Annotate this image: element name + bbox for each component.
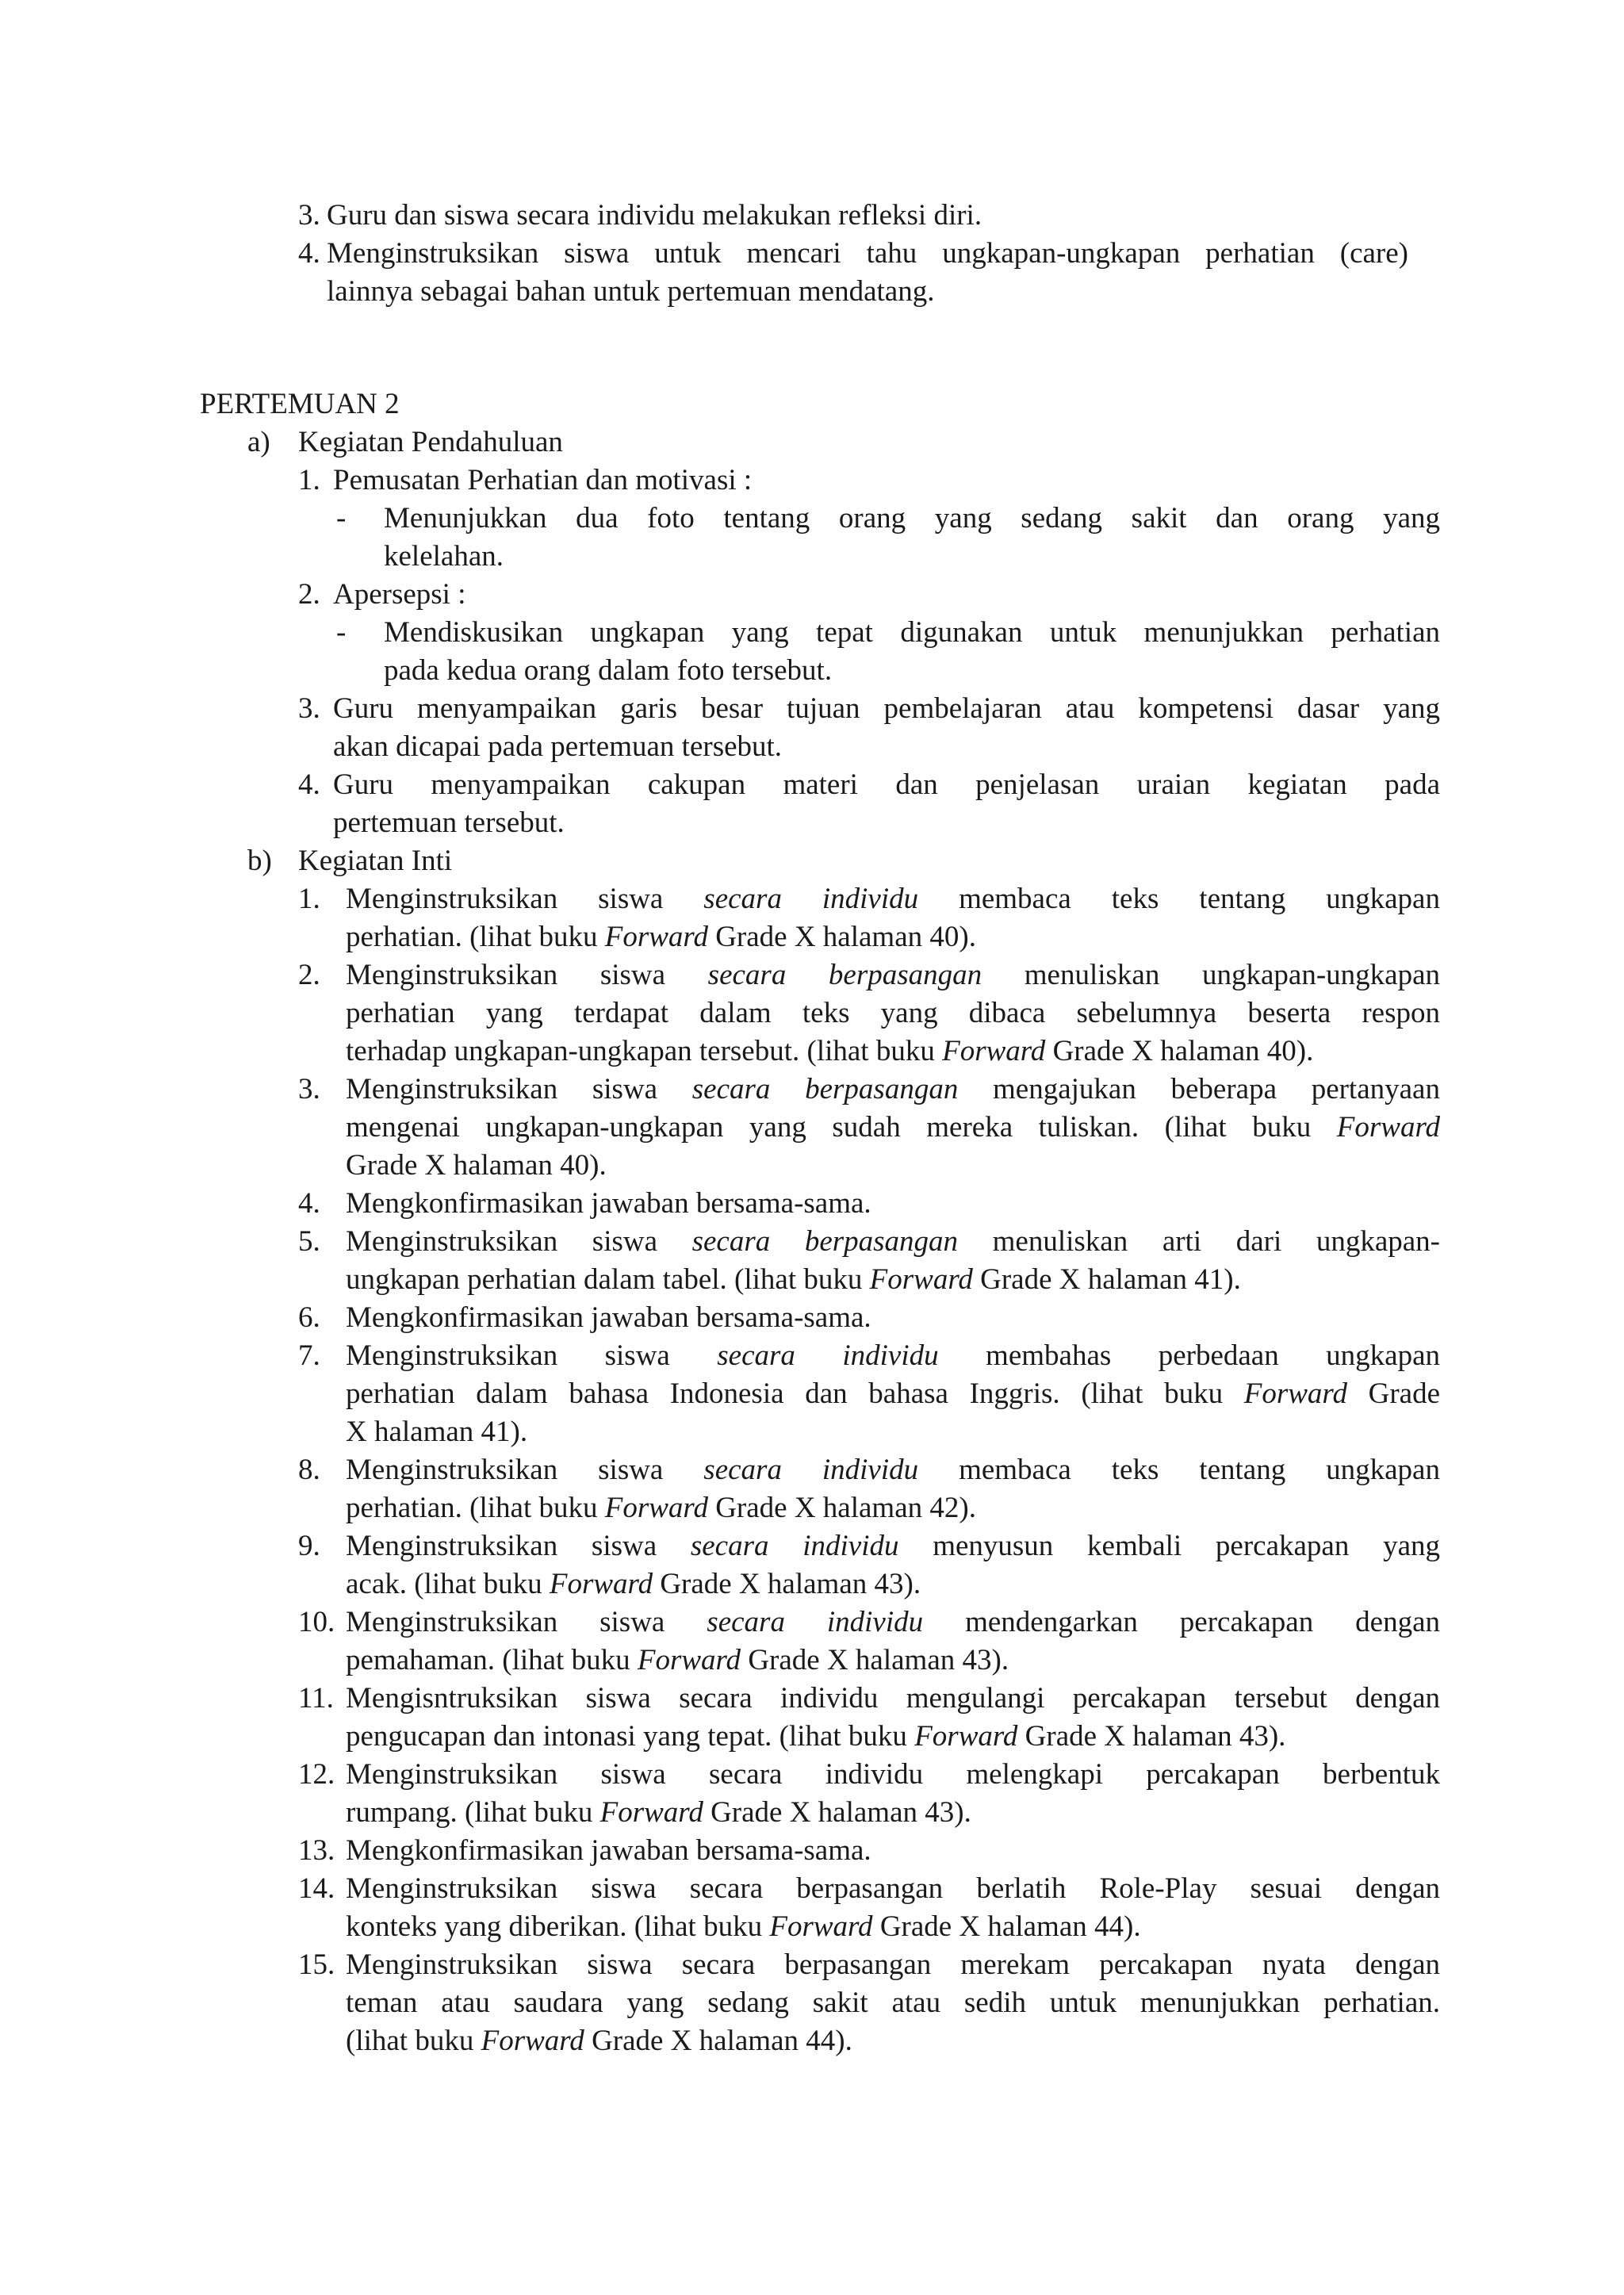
text-run: Grade X halaman 43).	[653, 1568, 921, 1600]
list-item	[298, 462, 1440, 500]
text-run: perhatian dalam bahasa Indonesia dan bahasa Inggris. (lihat buku	[346, 1377, 1244, 1410]
text-run: (lihat buku	[346, 2025, 481, 2057]
item-text-line: Guru menyampaikan garis besar tujuan pembelajaran atau kompetensi dasar yang	[333, 692, 1440, 725]
text-run: menyusun kembali percakapan yang	[898, 1530, 1440, 1562]
list-item	[298, 197, 1440, 235]
italic-run: Forward	[604, 1492, 708, 1524]
item-number: 2.	[298, 578, 320, 611]
text-run: konteks yang diberikan. (lihat buku	[346, 1910, 770, 1943]
italic-run: secara individu	[703, 883, 919, 915]
item-text-line	[346, 1261, 1440, 1299]
text-run: Grade X halaman 44).	[872, 1910, 1141, 1943]
italic-run: secara individu	[717, 1339, 939, 1372]
sub-item-line: kelelahan.	[384, 540, 504, 573]
text-run: Grade	[1346, 1377, 1440, 1410]
item-number: 10.	[298, 1606, 335, 1638]
text-run: Menginstruksikan siswa	[346, 1454, 704, 1486]
sub-item	[336, 614, 1440, 690]
part-label: a)	[247, 426, 270, 458]
list-item	[298, 1680, 1440, 1756]
item-text-line	[346, 880, 1440, 918]
italic-run: secara individu	[703, 1454, 919, 1486]
list-item	[298, 1185, 1440, 1223]
list-item	[298, 1870, 1440, 1946]
list-item	[298, 1527, 1440, 1603]
item-text-line	[346, 1223, 1440, 1261]
item-text: Pemusatan Perhatian dan motivasi :	[333, 464, 753, 496]
item-text-line	[346, 1527, 1440, 1565]
part-title: Kegiatan Inti	[298, 845, 453, 877]
italic-run: Forward	[914, 1720, 1018, 1753]
text-run: mendengarkan percakapan dengan	[923, 1606, 1440, 1638]
item-number: 3.	[298, 199, 320, 232]
text-run: membaca teks tentang ungkapan	[918, 1454, 1440, 1486]
text-run: Grade X halaman 40).	[707, 921, 976, 953]
item-text-line	[346, 1109, 1440, 1147]
sub-item-line: Menunjukkan dua foto tentang orang yang sedang sakit dan orang yang	[384, 502, 1440, 534]
item-text-line: perhatian yang terdapat dalam teks yang dibaca sebelumnya beserta respon	[346, 997, 1440, 1029]
italic-run: Forward	[869, 1263, 973, 1296]
item-text-line	[346, 1642, 1440, 1680]
text-run: menuliskan arti dari ungkapan-	[958, 1225, 1440, 1258]
italic-run: Forward	[481, 2025, 584, 2057]
item-text-line: Grade X halaman 40).	[346, 1149, 607, 1182]
section-title: PERTEMUAN 2	[200, 388, 400, 420]
text-run: perhatian. (lihat buku	[346, 921, 605, 953]
item-text-line	[346, 1337, 1440, 1375]
part-b-heading	[247, 842, 452, 880]
text-run: ungkapan perhatian dalam tabel. (lihat buku	[346, 1263, 870, 1296]
part-title: Kegiatan Pendahuluan	[298, 426, 563, 458]
part-a-heading	[247, 423, 563, 462]
list-item	[298, 1946, 1440, 2060]
sub-item-line: pada kedua orang dalam foto tersebut.	[384, 654, 833, 687]
text-run: Grade X halaman 44).	[584, 2025, 852, 2057]
sub-item-line: Mendiskusikan ungkapan yang tepat digunakan untuk menunjukkan perhatian	[384, 616, 1440, 649]
item-text-line	[346, 1375, 1440, 1413]
italic-run: Forward	[637, 1644, 741, 1676]
item-text-line: Menginstruksikan siswa secara berpasangan berlatih Role-Play sesuai dengan	[346, 1872, 1440, 1905]
item-text-line	[346, 2022, 1440, 2060]
item-number: 2.	[298, 959, 320, 991]
item-number: 1.	[298, 464, 320, 496]
item-text: Mengkonfirmasikan jawaban bersama-sama.	[346, 1187, 871, 1220]
item-text: Mengkonfirmasikan jawaban bersama-sama.	[346, 1301, 871, 1334]
item-number: 8.	[298, 1454, 320, 1486]
list-item	[298, 1603, 1440, 1680]
text-run: terhadap ungkapan-ungkapan tersebut. (lihat buku	[346, 1035, 943, 1067]
list-item	[298, 766, 1440, 842]
item-number: 3.	[298, 692, 320, 725]
italic-run: secara individu	[690, 1530, 899, 1562]
list-item	[298, 1071, 1440, 1185]
item-text: Guru dan siswa secara individu melakukan refleksi diri.	[327, 199, 982, 232]
text-run: Grade X halaman 41).	[972, 1263, 1241, 1296]
text-run: Grade X halaman 43).	[703, 1796, 971, 1829]
item-number: 7.	[298, 1339, 320, 1372]
part-label: b)	[247, 845, 272, 877]
text-run: pemahaman. (lihat buku	[346, 1644, 638, 1676]
item-text-line: pertemuan tersebut.	[333, 807, 565, 839]
text-run: Menginstruksikan siswa	[346, 1530, 691, 1562]
text-run: Grade X halaman 42).	[707, 1492, 976, 1524]
item-text-line	[346, 1451, 1440, 1489]
item-text-line: Mengisntruksikan siswa secara individu mengulangi percakapan tersebut dengan	[346, 1682, 1440, 1715]
item-number: 4.	[298, 237, 320, 270]
item-text-line	[346, 918, 1440, 956]
italic-run: secara berpasangan	[691, 1073, 959, 1105]
list-item	[298, 1451, 1440, 1527]
list-item	[298, 1299, 1440, 1337]
italic-run: Forward	[942, 1035, 1046, 1067]
item-text-line: Guru menyampaikan cakupan materi dan penjelasan uraian kegiatan pada	[333, 768, 1440, 801]
text-run: pengucapan dan intonasi yang tepat. (lihat buku	[346, 1720, 915, 1753]
item-number: 14.	[298, 1872, 335, 1905]
text-run: perhatian. (lihat buku	[346, 1492, 605, 1524]
list-item	[298, 690, 1440, 766]
item-text: Apersepsi :	[333, 578, 466, 611]
item-text-line	[346, 1489, 1440, 1527]
italic-run: secara berpasangan	[707, 959, 982, 991]
item-text-line	[346, 1565, 1440, 1603]
text-run: mengajukan beberapa pertanyaan	[958, 1073, 1440, 1105]
item-number: 12.	[298, 1758, 335, 1791]
list-item	[298, 1756, 1440, 1832]
italic-run: secara berpasangan	[691, 1225, 959, 1258]
item-text-line: Menginstruksikan siswa secara berpasangan merekam percakapan nyata dengan	[346, 1948, 1440, 1981]
item-text: Mengkonfirmasikan jawaban bersama-sama.	[346, 1834, 871, 1867]
text-run: Grade X halaman 40).	[1045, 1035, 1314, 1067]
text-run: membahas perbedaan ungkapan	[938, 1339, 1440, 1372]
item-text-line: Menginstruksikan siswa untuk mencari tahu ungkapan-ungkapan perhatian (care)	[327, 237, 1408, 270]
item-text-line	[346, 1603, 1440, 1642]
item-text-line: lainnya sebagai bahan untuk pertemuan mendatang.	[327, 275, 935, 308]
italic-run: Forward	[1336, 1111, 1440, 1144]
text-run: Menginstruksikan siswa	[346, 1073, 692, 1105]
italic-run: Forward	[769, 1910, 873, 1943]
item-text-line	[346, 1071, 1440, 1109]
italic-run: Forward	[604, 921, 708, 953]
text-run: Menginstruksikan siswa	[346, 1606, 707, 1638]
text-run: menuliskan ungkapan-ungkapan	[982, 959, 1440, 991]
text-run: Menginstruksikan siswa	[346, 883, 704, 915]
item-text-line	[346, 1908, 1440, 1946]
text-run: acak. (lihat buku	[346, 1568, 550, 1600]
item-number: 11.	[298, 1682, 334, 1715]
text-run: mengenai ungkapan-ungkapan yang sudah mereka tuliskan. (lihat buku	[346, 1111, 1337, 1144]
text-run: rumpang. (lihat buku	[346, 1796, 600, 1829]
item-number: 4.	[298, 1187, 320, 1220]
text-run: Menginstruksikan siswa	[346, 1225, 692, 1258]
item-text-line	[346, 956, 1440, 994]
text-run: Grade X halaman 43).	[741, 1644, 1009, 1676]
item-number: 13.	[298, 1834, 335, 1867]
item-text-line	[346, 1033, 1440, 1071]
italic-run: Forward	[1243, 1377, 1347, 1410]
item-number: 15.	[298, 1948, 335, 1981]
item-text-line	[346, 1794, 1440, 1832]
item-number: 6.	[298, 1301, 320, 1334]
item-text-line: X halaman 41).	[346, 1416, 528, 1448]
list-item	[298, 1223, 1440, 1299]
list-item	[298, 576, 1440, 614]
italic-run: Forward	[599, 1796, 703, 1829]
item-number: 5.	[298, 1225, 320, 1258]
item-text-line: Menginstruksikan siswa secara individu melengkapi percakapan berbentuk	[346, 1758, 1440, 1791]
italic-run: secara individu	[707, 1606, 924, 1638]
item-number: 1.	[298, 883, 320, 915]
list-item	[298, 235, 1408, 311]
text-run: Menginstruksikan siswa	[346, 959, 708, 991]
dash-bullet: -	[336, 502, 347, 534]
text-run: membaca teks tentang ungkapan	[918, 883, 1440, 915]
list-item	[298, 1337, 1440, 1451]
item-text-line	[346, 1718, 1440, 1756]
item-number: 9.	[298, 1530, 320, 1562]
item-text-line: akan dicapai pada pertemuan tersebut.	[333, 730, 783, 763]
dash-bullet: -	[336, 616, 347, 649]
item-text-line: teman atau saudara yang sedang sakit atau sedih untuk menunjukkan perhatian.	[346, 1987, 1440, 2019]
list-item	[298, 880, 1440, 956]
item-number: 3.	[298, 1073, 320, 1105]
sub-item	[336, 500, 1440, 576]
text-run: Menginstruksikan siswa	[346, 1339, 718, 1372]
list-item	[298, 1832, 1440, 1870]
text-run: Grade X halaman 43).	[1017, 1720, 1286, 1753]
item-number: 4.	[298, 768, 320, 801]
italic-run: Forward	[549, 1568, 653, 1600]
list-item	[298, 956, 1440, 1071]
